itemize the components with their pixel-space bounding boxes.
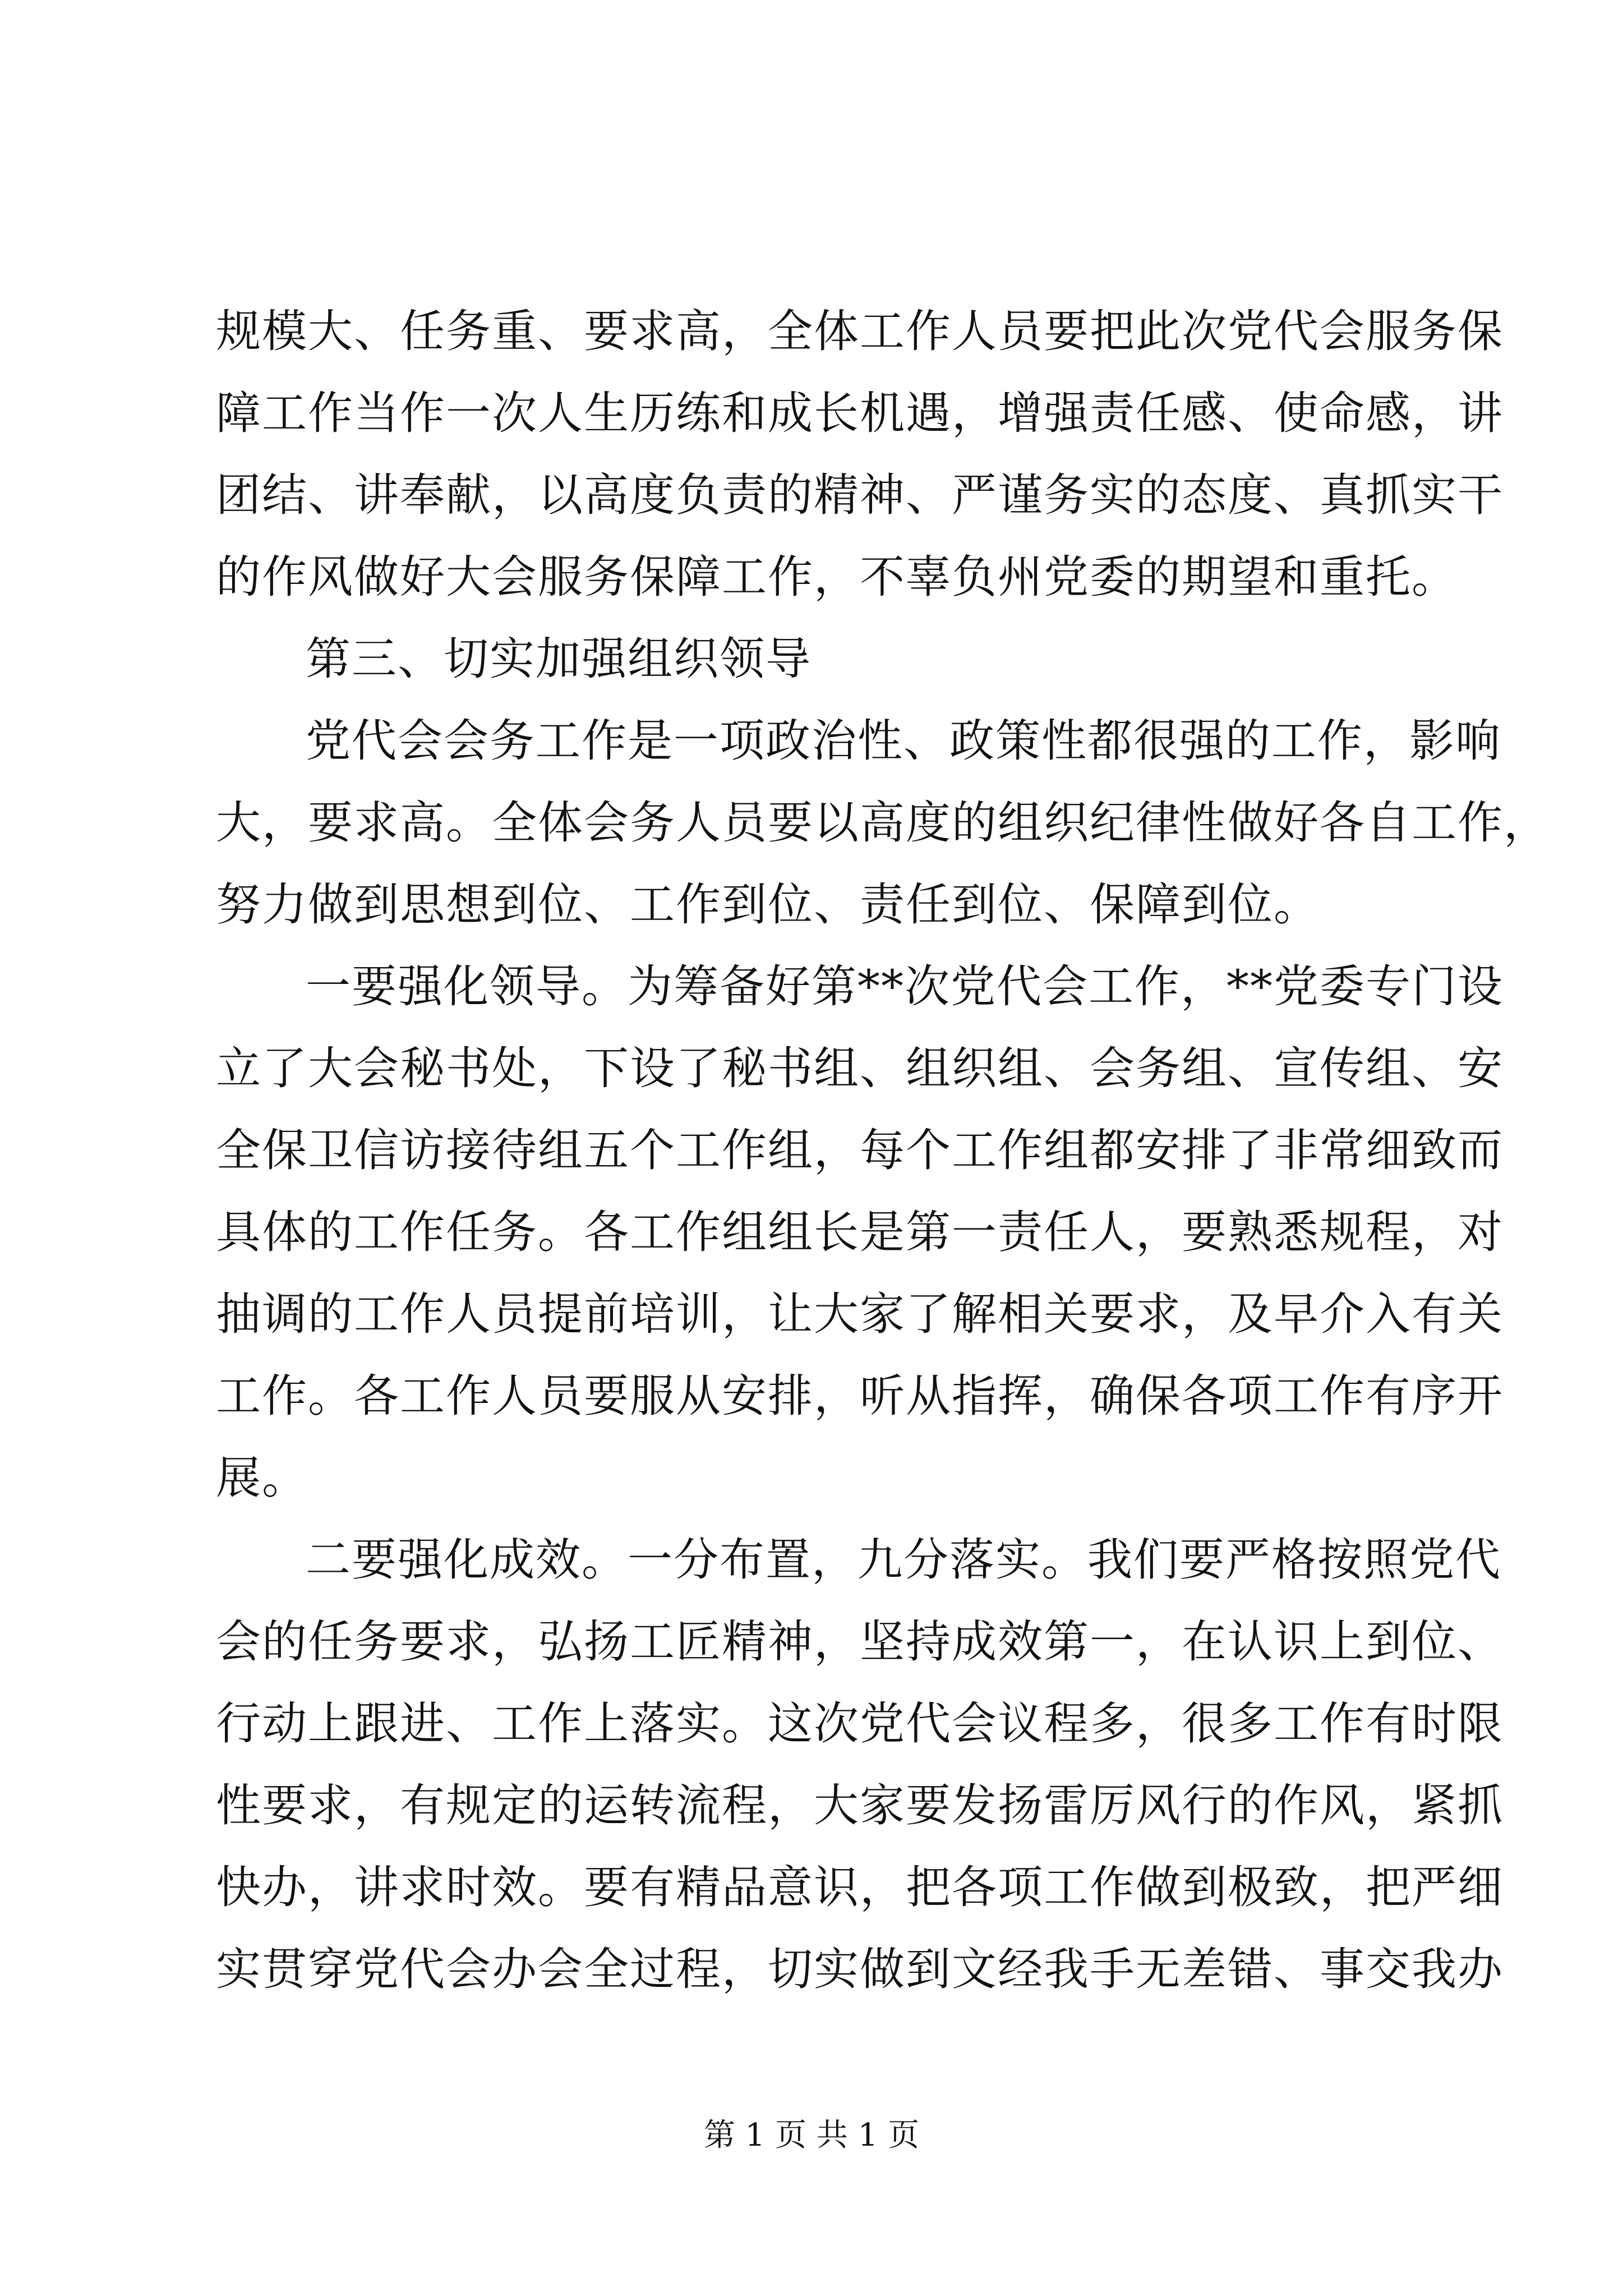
text-line: 努力做到思想到位、工作到位、责任到位、保障到位。 (216, 878, 1320, 931)
paragraph-first-line: 党代会会务工作是一项政治性、政策性都很强的工作，影响 (306, 715, 1501, 767)
text-line: 立了大会秘书处，下设了秘书组、组织组、会务组、宣传组、安 (216, 1042, 1504, 1094)
paragraph-first-line: 一要强化领导。为筹备好第**次党代会工作，**党委专门设 (306, 960, 1504, 1013)
text-line: 会的任务要求，弘扬工匠精神，坚持成效第一，在认识上到位、 (216, 1616, 1504, 1668)
text-line: 具体的工作任务。各工作组组长是第一责任人，要熟悉规程，对 (216, 1206, 1504, 1258)
paragraph-first-line: 二要强化成效。一分布置，九分落实。我们要严格按照党代 (306, 1534, 1501, 1586)
text-line: 大，要求高。全体会务人员要以高度的组织纪律性做好各自工作， (216, 797, 1550, 849)
text-line: 快办，讲求时效。要有精品意识，把各项工作做到极致，把严细 (216, 1861, 1504, 1913)
text-line: 工作。各工作人员要服从安排，听从指挥，确保各项工作有序开 (216, 1370, 1504, 1422)
text-line: 团结、讲奉献，以高度负责的精神、严谨务实的态度、真抓实干 (216, 469, 1504, 521)
text-line: 展。 (216, 1452, 308, 1504)
section-heading: 第三、切实加强组织领导 (306, 633, 811, 685)
text-line: 全保卫信访接待组五个工作组，每个工作组都安排了非常细致而 (216, 1124, 1504, 1176)
text-line: 规模大、任务重、要求高，全体工作人员要把此次党代会服务保 (216, 305, 1504, 357)
text-line: 实贯穿党代会办会全过程，切实做到文经我手无差错、事交我办 (216, 1943, 1504, 1995)
text-line: 行动上跟进、工作上落实。这次党代会议程多，很多工作有时限 (216, 1697, 1504, 1750)
page-number-footer: 第 1 页 共 1 页 (703, 2117, 920, 2154)
document-body (216, 291, 1550, 2010)
text-line: 抽调的工作人员提前培训，让大家了解相关要求，及早介入有关 (216, 1288, 1504, 1340)
text-line: 障工作当作一次人生历练和成长机遇，增强责任感、使命感，讲 (216, 387, 1504, 439)
text-line: 的作风做好大会服务保障工作，不辜负州党委的期望和重托。 (216, 551, 1458, 603)
text-line: 性要求，有规定的运转流程，大家要发扬雷厉风行的作风，紧抓 (216, 1779, 1504, 1832)
